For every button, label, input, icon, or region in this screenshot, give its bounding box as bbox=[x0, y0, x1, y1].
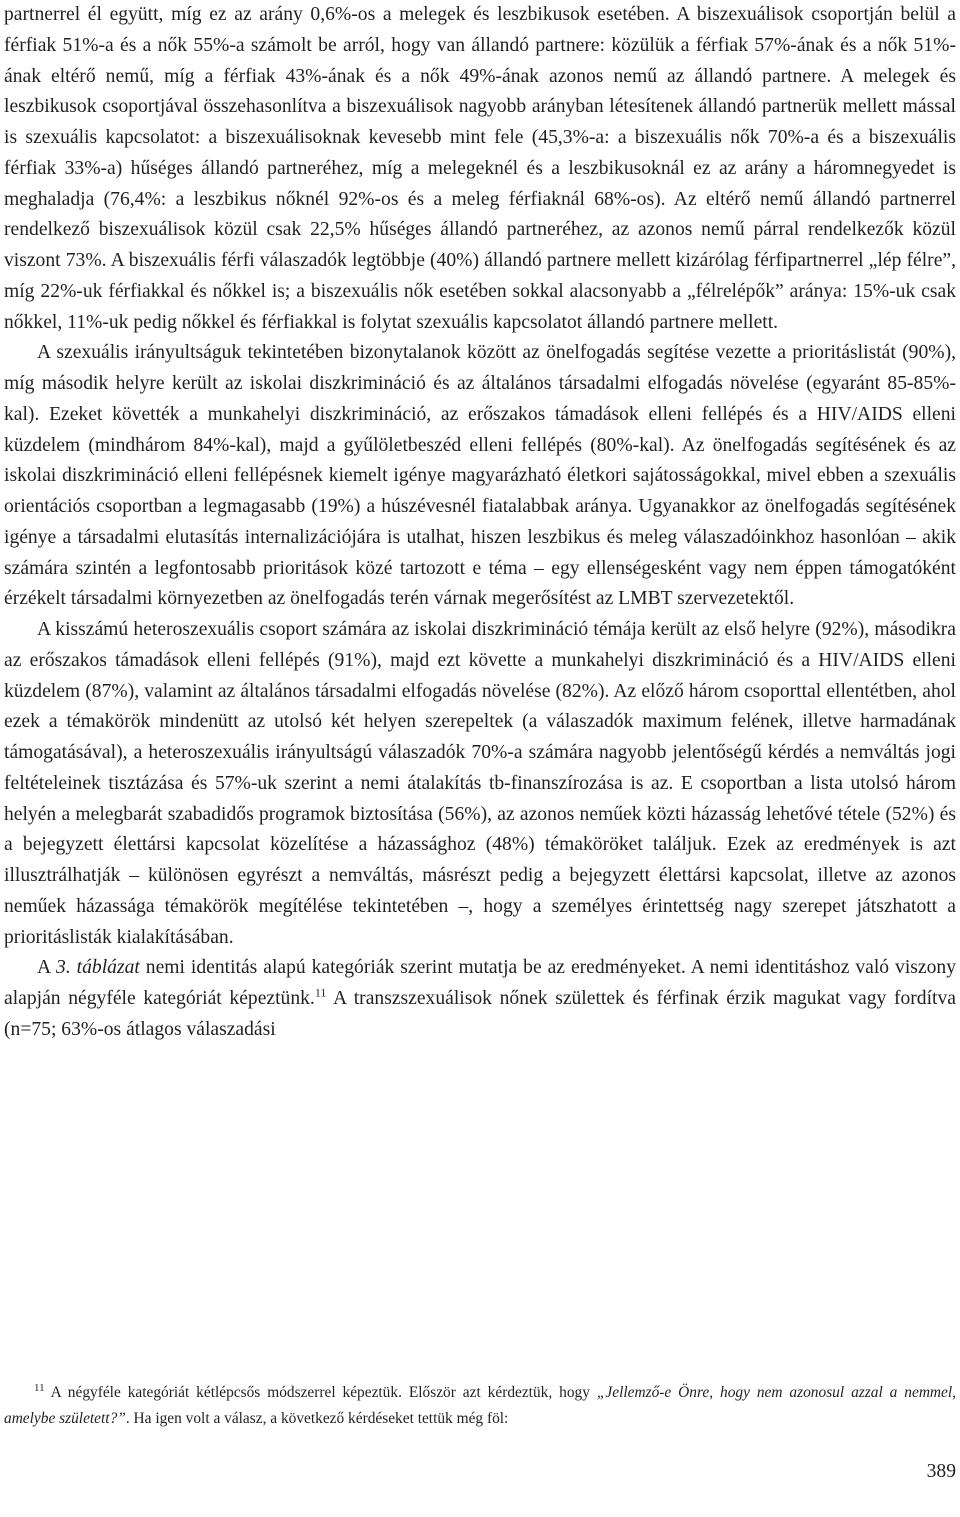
paragraph-4-start: A bbox=[37, 957, 57, 979]
footnote-text-end: . Ha igen volt a válasz, a következő kérdéseket tettük még föl: bbox=[125, 1410, 509, 1427]
body-text bbox=[4, 0, 956, 1046]
footnote bbox=[4, 1380, 956, 1432]
footnote-reference[interactable]: 11 bbox=[314, 985, 327, 1000]
table-reference: 3. táblázat bbox=[56, 957, 140, 979]
paragraph-4-middle: nemi identitás alapú kategóriák szerint mutatja be az eredményeket. A nemi identitáshoz való viszony alapján négyféle kategóriát képeztünk. bbox=[4, 957, 957, 1009]
paragraph-4-end: A transzszexuálisok nőnek születtek és férfinak érzik magukat vagy fordítva (n=75; 63%-os átlagos válaszadási bbox=[4, 988, 956, 1040]
paragraph-2: A szexuális irányultságuk tekintetében bizonytalanok között az önelfogadás segítése vezette a prioritáslistát (90%), míg második helyre került az iskolai diszkrimináció és az általános társadalmi elfogadás növelése (egyaránt 85-85%-kal). Ezeket követték a munkahelyi diszkrimináció, az erőszakos támadások elleni fellépés és a HIV/AIDS elleni küzdelem (mindhárom 84%-kal), majd a gyűlöletbeszéd elleni fellépés (80%-kal). Az önelfogadás segítésének és az iskolai diszkrimináció elleni fellépésnek kiemelt igénye magyarázható életkori sajátosságokkal, mivel ebben a szexuális orientációs csoportban a legmagasabb (19%) a húszévesnél fiatalabbak aránya. Ugyanakkor az önelfogadás segítésének igénye a társadalmi elutasítás internalizációjára is utalhat, hiszen leszbikus és meleg válaszadóinkhoz hasonlóan – akik számára szintén a legfontosabb prioritások közé tartozott e téma – egy ellenségesként vagy nem éppen támogatóként érzékelt társadalmi környezetben az önelfogadás terén várnak megerősítést az LMBT szervezetektől. bbox=[4, 342, 956, 610]
page-number: 389 bbox=[926, 1461, 956, 1482]
paragraph-4 bbox=[4, 953, 956, 1045]
paragraph-1: partnerrel él együtt, míg ez az arány 0,6%-os a melegek és leszbikusok esetében. A biszexuálisok csoportján belül a férfiak 51%-a és a nők 55%-a számolt be arról, hogy van állandó partnere: közülük a férfiak 57%-ának és a nők 51%-ának eltérő nemű, míg a férfiak 43%-ának és a nők 49%-ának azonos nemű az állandó partnere. A melegek és leszbikusok csoportjával összehasonlítva a biszexuálisok nagyobb arányban létesítenek állandó partnerük mellett mással is szexuális kapcsolatot: a biszexuálisoknak kevesebb mint fele (45,3%-a: a biszexuális nők 70%-a és a biszexuális férfiak 33%-a) hűséges állandó partneréhez, míg a melegeknél és a leszbikusoknál ez az arány a háromnegyedet is meghaladja (76,4%: a leszbikus nőknél 92%-os és a meleg férfiaknál 68%-os). Az eltérő nemű állandó partnerrel rendelkező biszexuálisok közül csak 22,5% hűséges állandó partneréhez, az azonos nemű párral rendelkezők közül viszont 73%. A biszexuális férfi válaszadók legtöbbje (40%) állandó partnere mellett kizárólag férfipartnerrel „lép félre”, míg 22%-uk férfiakkal és nőkkel is; a biszexuális nők esetében sokkal alacsonyabb a „félrelépők” aránya: 15%-uk csak nőkkel, 11%-uk pedig nőkkel és férfiakkal is folytat szexuális kapcsolatot állandó partnere mellett. bbox=[4, 4, 956, 333]
paragraph-3: A kisszámú heteroszexuális csoport számára az iskolai diszkrimináció témája került az első helyre (92%), másodikra az erőszakos támadások elleni fellépés (91%), majd ezt követte a munkahelyi diszkrimináció és a HIV/AIDS elleni küzdelem (87%), valamint az általános társadalmi elfogadás növelése (82%). Az előző három csoporttal ellentétben, ahol ezek a témakörök mindenütt az utolsó két helyen szerepeltek (a válaszadók maximum felének, illetve harmadának támogatásával), a heteroszexuális irányultságú válaszadók 70%-a számára nagyobb jelentőségű kérdés a nemváltás jogi feltételeinek tisztázása és 57%-uk szerint a nemi átalakítás tb-finanszírozása is az. E csoportban a lista utolsó három helyén a melegbarát szabadidős programok biztosítása (56%), az azonos neműek közti házasság lehetővé tétele (52%) és a bejegyzett élettársi kapcsolat közelítése a házassághoz (48%) témaköröket találjuk. Ezek az eredmények is azt illusztrálhatják – különösen egyrészt a nemváltás, másrészt pedig a bejegyzett élettársi kapcsolat, illetve az azonos neműek házassága témakörök megítélése tekintetében –, hogy a személyes érintettség nagy szerepet játszhatott a prioritáslisták kialakításában. bbox=[4, 619, 956, 948]
footnote-text-start: A négyféle kategóriát kétlépcsős módszerrel képeztük. Először azt kérdeztük, hogy bbox=[50, 1384, 597, 1401]
footnote-quote: „Jellemző-e Önre, hogy nem azonosul azzal a nemmel, amelybe született?” bbox=[4, 1384, 957, 1427]
footnote-number: 11 bbox=[34, 1381, 45, 1394]
